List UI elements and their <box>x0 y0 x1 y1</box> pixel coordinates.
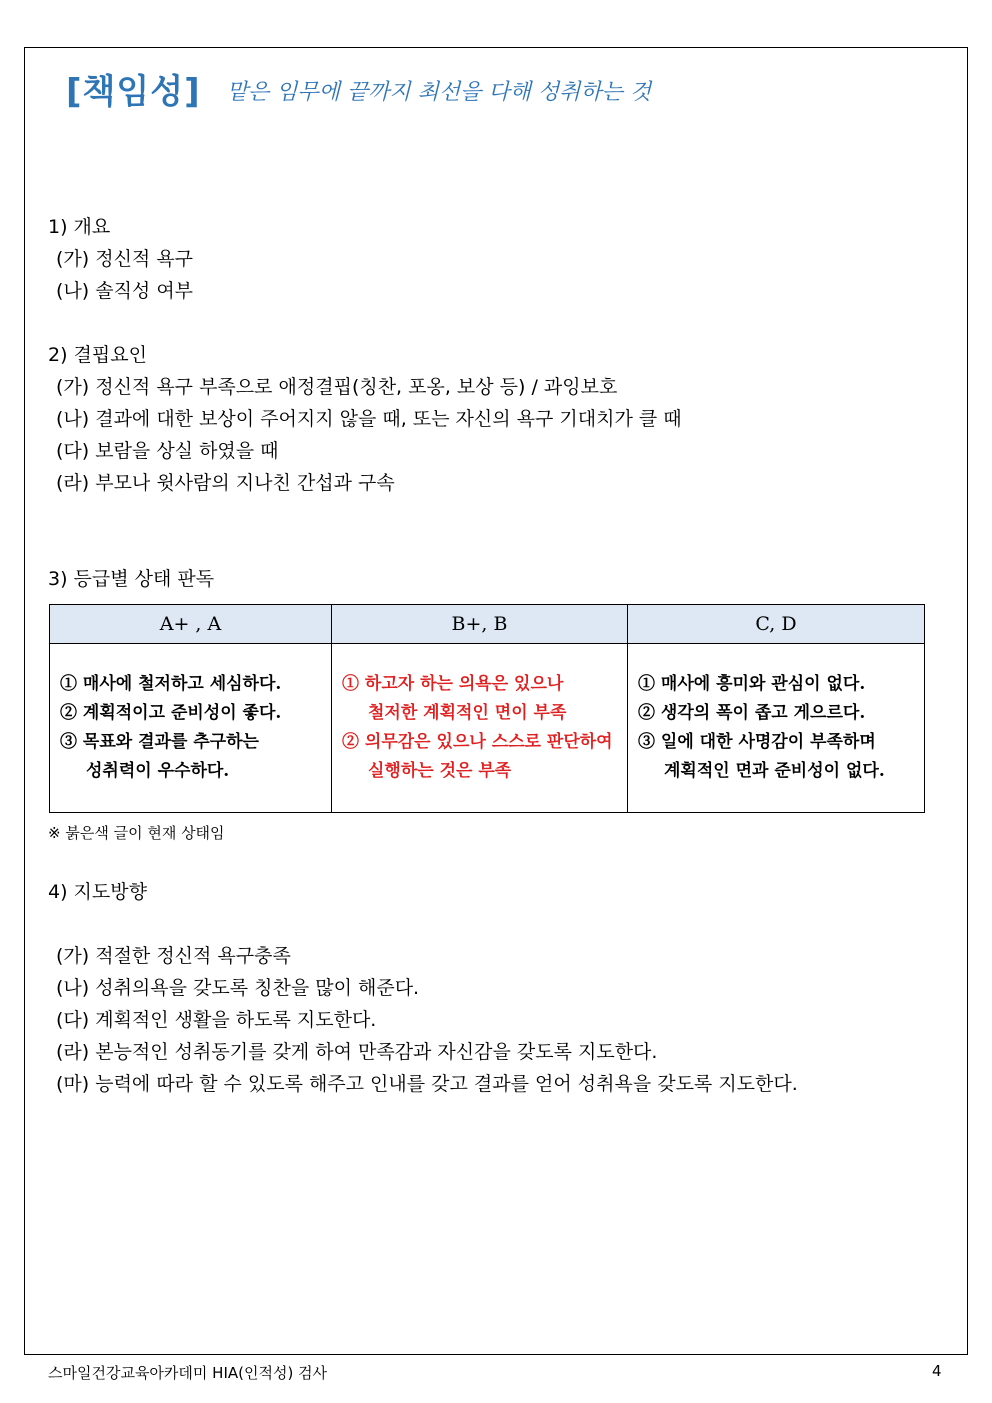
list-item: (가) 정신적 욕구 <box>56 248 194 270</box>
grade-table <box>49 604 925 813</box>
cell-line: 계획적인 면과 준비성이 없다. <box>664 761 885 781</box>
table-cell-grade-a <box>50 644 332 813</box>
list-item: (가) 적절한 정신적 욕구충족 <box>56 945 291 967</box>
list-item: (라) 본능적인 성취동기를 갖게 하여 만족감과 자신감을 갖도록 지도한다. <box>56 1041 658 1063</box>
page-subtitle: 맡은 임무에 끝까지 최선을 다해 성취하는 것 <box>226 80 652 105</box>
page-number: 4 <box>932 1362 942 1380</box>
table-note: ※ 붉은색 글이 현재 상태임 <box>48 824 225 842</box>
cell-line: ① 매사에 흥미와 관심이 없다. <box>638 674 866 694</box>
cell-line: 성취력이 우수하다. <box>86 761 230 781</box>
section-heading: 4) 지도방향 <box>48 881 147 903</box>
footer-text: 스마일건강교육아카데미 HIA(인적성) 검사 <box>48 1364 328 1382</box>
section-overview <box>48 211 193 307</box>
cell-line: ② 계획적이고 준비성이 좋다. <box>60 703 282 723</box>
table-header-cell: B+, B <box>332 605 628 644</box>
list-item: (나) 결과에 대한 보상이 주어지지 않을 때, 또는 자신의 욕구 기대치가 클 때 <box>56 408 682 430</box>
section-grade-assessment <box>48 563 214 595</box>
table-header-row <box>50 605 925 644</box>
list-item: (나) 성취의욕을 갖도록 칭찬을 많이 해준다. <box>56 977 420 999</box>
cell-line: ② 생각의 폭이 좁고 게으르다. <box>638 703 866 723</box>
table-header-cell: C, D <box>628 605 925 644</box>
list-item: (다) 보람을 상실 하였을 때 <box>56 440 279 462</box>
cell-line: ③ 일에 대한 사명감이 부족하며 <box>638 732 876 752</box>
table-cell-grade-c <box>628 644 925 813</box>
cell-line: ① 하고자 하는 의욕은 있으나 <box>342 674 564 694</box>
section-heading: 2) 결핍요인 <box>48 344 147 366</box>
cell-line: ② 의무감은 있으나 스스로 판단하여 <box>342 732 613 752</box>
list-item: (라) 부모나 윗사람의 지나친 간섭과 구속 <box>56 472 395 494</box>
section-heading: 3) 등급별 상태 판독 <box>48 568 215 590</box>
table-cell-grade-b-current <box>332 644 628 813</box>
section-deficiency-factors <box>48 339 682 499</box>
table-header-cell: A+ , A <box>50 605 332 644</box>
list-item: (마) 능력에 따라 할 수 있도록 해주고 인내를 갖고 결과를 얻어 성취욕을 갖도록 지도한다. <box>56 1073 798 1095</box>
list-item: (나) 솔직성 여부 <box>56 280 194 302</box>
section-heading: 1) 개요 <box>48 216 111 238</box>
page-header <box>66 64 651 113</box>
list-item: (다) 계획적인 생활을 하도록 지도한다. <box>56 1009 377 1031</box>
section-guidance <box>48 876 798 1100</box>
list-item: (가) 정신적 욕구 부족으로 애정결핍(칭찬, 포옹, 보상 등) / 과잉보호 <box>56 376 618 398</box>
table-row <box>50 644 925 813</box>
cell-line: ① 매사에 철저하고 세심하다. <box>60 674 282 694</box>
cell-line: 실행하는 것은 부족 <box>368 761 512 781</box>
cell-line: 철저한 계획적인 면이 부족 <box>368 703 567 723</box>
page-title: [책임성] <box>66 72 201 112</box>
cell-line: ③ 목표와 결과를 추구하는 <box>60 732 259 752</box>
